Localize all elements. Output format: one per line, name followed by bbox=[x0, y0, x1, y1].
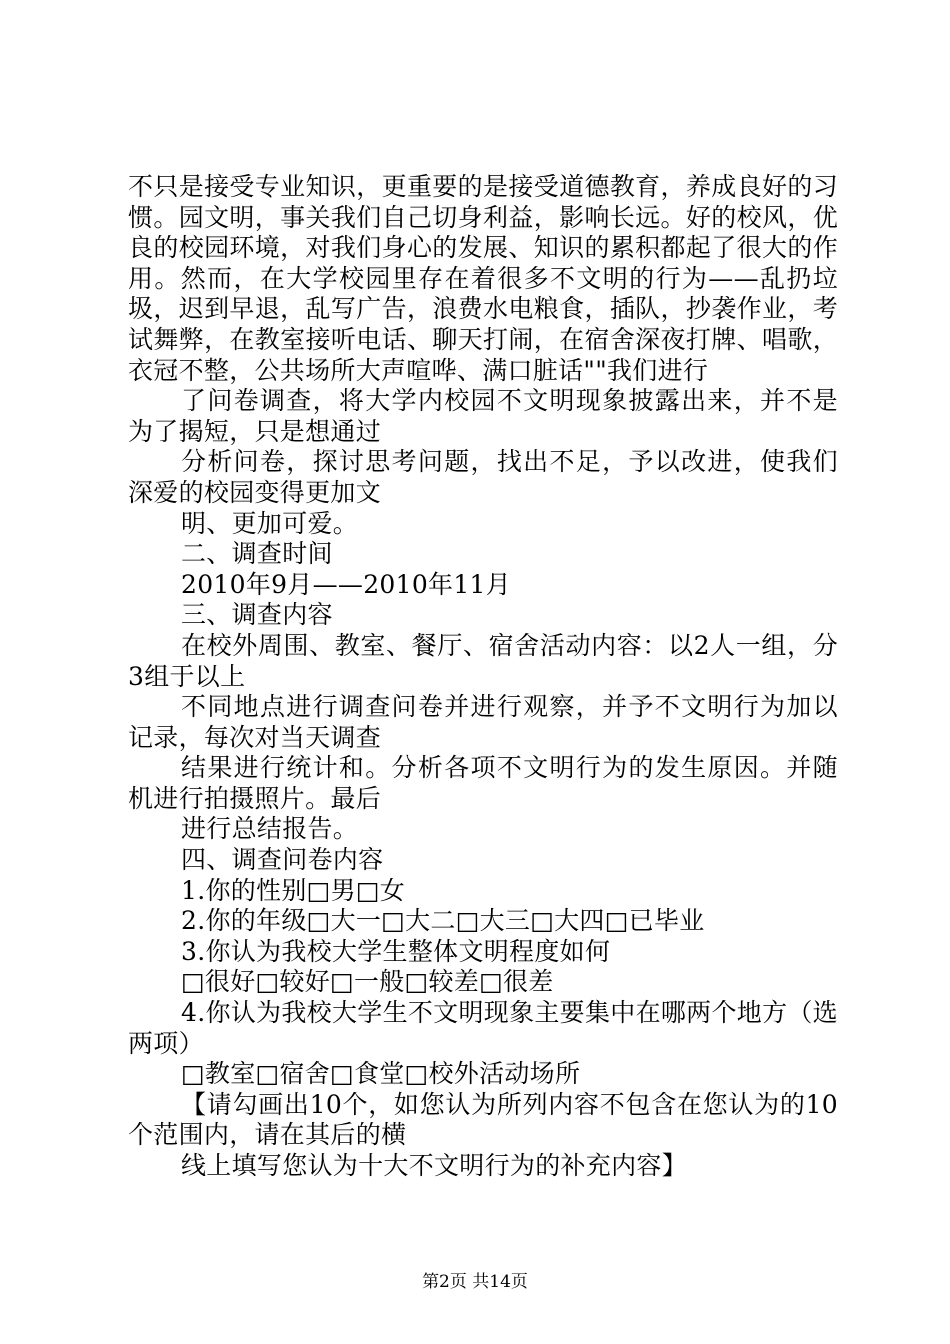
paragraph: 了问卷调查，将大学内校园不文明现象披露出来，并不是为了揭短，只是想通过 bbox=[128, 386, 838, 446]
questionnaire-item: 1.你的性别□男□女 bbox=[181, 875, 406, 905]
paragraph: 结果进行统计和。分析各项不文明行为的发生原因。并随机进行拍摄照片。最后 bbox=[128, 753, 838, 813]
section-heading: 二、调查时间 bbox=[181, 539, 333, 569]
paragraph: 明、更加可爱。 bbox=[181, 508, 359, 538]
paragraph: 不只是接受专业知识，更重要的是接受道德教育，养成良好的习惯。园文明，事关我们自己切身利益，影响长远。好的校风，优良的校园环境，对我们身心的发展、知识的累积都起了很大的作用。然而，在大学校园里存在着很多不文明的行为——乱扔垃圾，迟到早退，乱写广告，浪费水电粮食，插队，抄袭作业，考试舞弊，在教室接听电话、聊天打闹，在宿舍深夜打牌、唱歌，衣冠不整，公共场所大声喧哗、满口脏话""我们进行 bbox=[128, 172, 838, 385]
paragraph: 不同地点进行调查问卷并进行观察，并予不文明行为加以记录，每次对当天调查 bbox=[128, 692, 838, 752]
paragraph: 进行总结报告。 bbox=[181, 814, 359, 844]
paragraph: 2010年9月——2010年11月 bbox=[181, 569, 512, 599]
document-body bbox=[128, 172, 838, 1182]
instruction-note: 线上填写您认为十大不文明行为的补充内容】 bbox=[181, 1151, 688, 1180]
instruction-note: 【请勾画出10个，如您认为所列内容不包含在您认为的10个范围内，请在其后的横 bbox=[128, 1089, 838, 1150]
page-number-footer: 第2页 共14页 bbox=[422, 1272, 528, 1292]
questionnaire-options: □很好□较好□一般□较差□很差 bbox=[181, 967, 554, 997]
questionnaire-item: 2.你的年级□大一□大二□大三□大四□已毕业 bbox=[181, 906, 705, 936]
paragraph: 分析问卷，探讨思考问题，找出不足，予以改进，使我们深爱的校园变得更加文 bbox=[128, 447, 838, 507]
section-heading: 三、调查内容 bbox=[181, 600, 333, 630]
section-heading: 四、调查问卷内容 bbox=[181, 845, 384, 875]
questionnaire-options: □教室□宿舍□食堂□校外活动场所 bbox=[181, 1059, 581, 1089]
paragraph: 在校外周围、教室、餐厅、宿舍活动内容：以2人一组，分3组于以上 bbox=[128, 630, 838, 691]
questionnaire-item: 3.你认为我校大学生整体文明程度如何 bbox=[181, 936, 611, 966]
questionnaire-item: 4.你认为我校大学生不文明现象主要集中在哪两个地方（选两项） bbox=[128, 998, 838, 1058]
